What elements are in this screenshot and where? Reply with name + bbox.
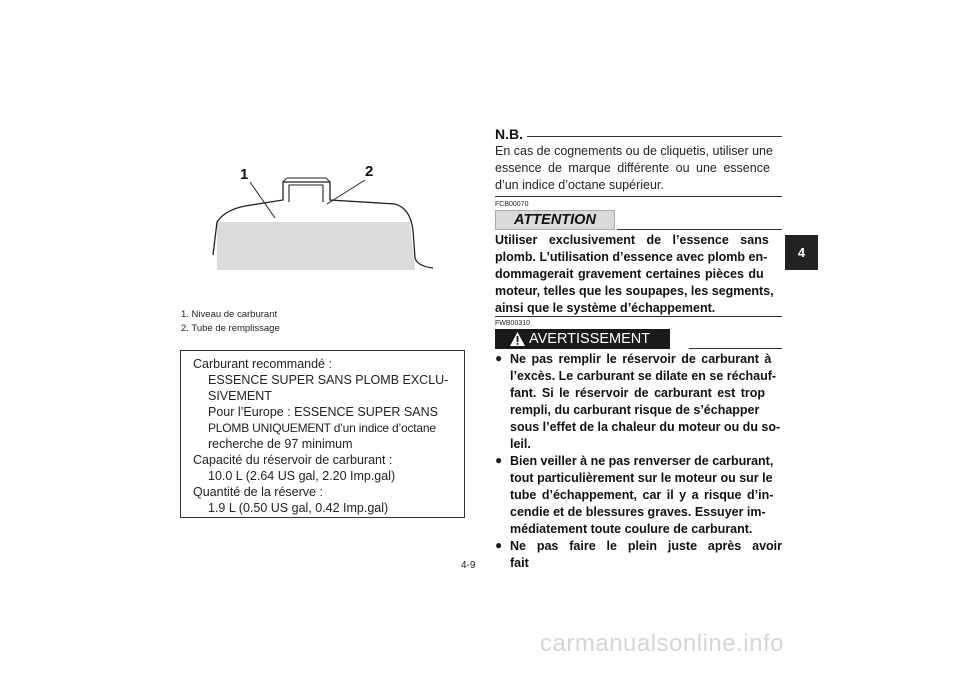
caution-rule bbox=[617, 229, 782, 230]
caution-line: Utiliser exclusivement de l’essence sans bbox=[495, 233, 769, 247]
chapter-tab: 4 bbox=[785, 235, 818, 270]
spec-value: PLOMB UNIQUEMENT d’un indice d’octane bbox=[208, 421, 436, 435]
caution-line: dommagerait gravement certaines pièces du bbox=[495, 267, 764, 281]
caution-line: moteur, telles que les soupapes, les segments, bbox=[495, 284, 774, 298]
caution-code: FCB00070 bbox=[495, 201, 529, 208]
warning-line: leil. bbox=[510, 437, 531, 451]
caution-end-rule bbox=[495, 316, 782, 317]
warning-rule bbox=[689, 348, 782, 349]
warning-line: l’excès. Le carburant se dilate en se réchauf- bbox=[510, 369, 777, 383]
bullet-icon: ● bbox=[495, 351, 503, 365]
bullet-icon: ● bbox=[495, 453, 503, 467]
warning-line: rempli, du carburant risque de s’échapper bbox=[510, 403, 760, 417]
note-line: En cas de cognements ou de cliquetis, utiliser une bbox=[495, 144, 773, 158]
bullet-icon: ● bbox=[495, 538, 503, 552]
caution-banner: ATTENTION bbox=[495, 210, 615, 230]
note-title-rule bbox=[527, 136, 782, 137]
callout-1-leader bbox=[250, 182, 275, 218]
note-line: essence de marque différente ou une essence bbox=[495, 161, 770, 175]
warning-label: AVERTISSEMENT bbox=[529, 331, 651, 347]
note-title: N.B. bbox=[495, 126, 523, 142]
spec-value: SIVEMENT bbox=[208, 389, 272, 403]
spec-value: 1.9 L (0.50 US gal, 0.42 Imp.gal) bbox=[208, 501, 389, 515]
spec-value: Pour l’Europe : ESSENCE SUPER SANS bbox=[208, 405, 438, 419]
warning-code: FWB00310 bbox=[495, 320, 531, 327]
spec-value: recherche de 97 minimum bbox=[208, 437, 353, 451]
warning-line: médiatement toute coulure de carburant. bbox=[510, 522, 753, 536]
warning-banner bbox=[495, 329, 670, 349]
filler-tube-inner bbox=[289, 185, 323, 202]
caption-filler-tube: 2. Tube de remplissage bbox=[181, 323, 280, 334]
spec-value: 10.0 L (2.64 US gal, 2.20 Imp.gal) bbox=[208, 469, 396, 483]
warning-line: Ne pas remplir le réservoir de carburant à bbox=[510, 352, 772, 366]
spec-label-reserve: Quantité de la réserve : bbox=[193, 485, 323, 499]
note-line: d’un indice d’octane supérieur. bbox=[495, 178, 664, 192]
caution-line: plomb. L’utilisation d’essence avec plomb en- bbox=[495, 250, 768, 264]
spec-value: ESSENCE SUPER SANS PLOMB EXCLU- bbox=[208, 373, 449, 387]
warning-line: fant. Si le réservoir de carburant est trop bbox=[510, 386, 766, 400]
warning-line: tube d’échappement, car il y a risque d’in- bbox=[510, 488, 774, 502]
warning-triangle-icon bbox=[509, 331, 526, 347]
callout-1: 1 bbox=[240, 166, 249, 183]
note-end-rule bbox=[495, 196, 782, 197]
spec-label-capacity: Capacité du réservoir de carburant : bbox=[193, 453, 393, 467]
warning-line: cendie et de blessures graves. Essuyer im- bbox=[510, 505, 766, 519]
caption-fuel-level: 1. Niveau de carburant bbox=[181, 309, 278, 320]
callout-2: 2 bbox=[365, 163, 374, 180]
warning-line: Ne pas faire le plein juste après avoir fait bbox=[510, 539, 782, 570]
warning-line: Bien veiller à ne pas renverser de carburant, bbox=[510, 454, 774, 468]
watermark: carmanualsonline.info bbox=[540, 630, 784, 657]
warning-line: sous l’effet de la chaleur du moteur ou du so- bbox=[510, 420, 781, 434]
spec-label-recommended: Carburant recommandé : bbox=[193, 357, 332, 371]
fuel-level-area bbox=[217, 222, 415, 270]
page-number: 4-9 bbox=[461, 560, 476, 571]
warning-line: tout particulièrement sur le moteur ou sur le bbox=[510, 471, 773, 485]
caution-line: ainsi que le système d’échappement. bbox=[495, 301, 716, 315]
